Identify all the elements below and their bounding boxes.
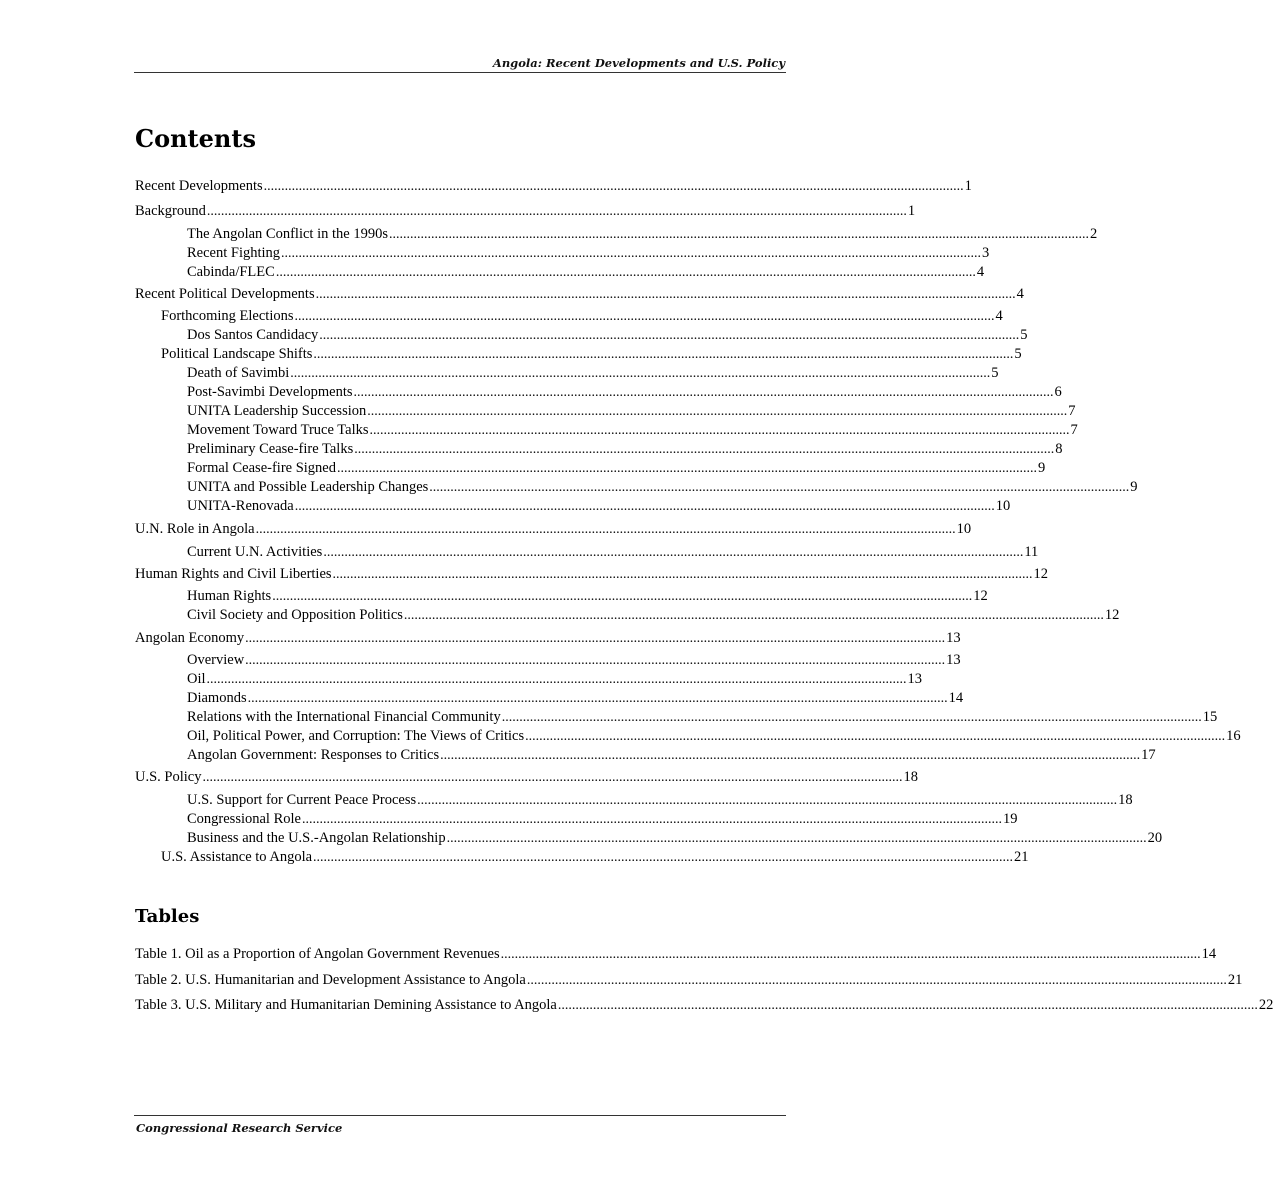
toc-entry-label: Preliminary Cease-fire Talks xyxy=(187,441,354,457)
toc-entry[interactable] xyxy=(161,307,1003,325)
toc-entry-label: UNITA Leadership Succession xyxy=(187,403,367,419)
toc-entry-label: Formal Cease-fire Signed xyxy=(187,460,336,476)
toc-entry-label: Recent Fighting xyxy=(187,245,281,261)
toc-entry[interactable] xyxy=(135,768,918,786)
toc-entry[interactable] xyxy=(187,478,1138,496)
toc-entry[interactable] xyxy=(187,459,1046,477)
toc-entry-page: 10 xyxy=(956,521,972,537)
toc-entry-page: 16 xyxy=(1226,728,1241,744)
toc-entry-page: 13 xyxy=(946,630,961,646)
toc-entry-label: Human Rights and Civil Liberties xyxy=(135,566,332,582)
toc-entry[interactable] xyxy=(187,708,1218,726)
toc-entry-page: 10 xyxy=(995,498,1011,514)
toc-entry-label: Recent Political Developments xyxy=(135,286,315,302)
toc-entry[interactable] xyxy=(187,727,1241,745)
toc-entry-page: 8 xyxy=(1055,441,1063,457)
toc-entry[interactable] xyxy=(187,440,1063,458)
toc-entry-page: 5 xyxy=(1020,327,1028,343)
toc-entry[interactable] xyxy=(187,810,1018,828)
toc-entry-page: 19 xyxy=(1002,811,1018,827)
footer-rule xyxy=(134,1115,786,1116)
toc-entry-page: 1 xyxy=(907,203,916,219)
tables-heading: Tables xyxy=(135,906,200,927)
toc-entry-label: Movement Toward Truce Talks xyxy=(187,422,369,438)
toc-leader-dots: ........................................................................................................................................................................................................ xyxy=(557,998,1258,1013)
toc-leader-dots: ........................................................................................................................................................................................................ xyxy=(417,793,1118,808)
toc-entry-label: Oil, Political Power, and Corruption: The Views of Critics xyxy=(187,728,525,744)
table-entry-page: 14 xyxy=(1201,946,1217,962)
toc-entry[interactable] xyxy=(187,225,1098,243)
toc-leader-dots: ........................................................................................................................................................................................................ xyxy=(500,947,1201,962)
toc-entry-label: Dos Santos Candidacy xyxy=(187,327,319,343)
toc-entry-page: 3 xyxy=(982,245,990,261)
toc-entry-label: Angolan Government: Responses to Critics xyxy=(187,747,440,763)
toc-entry-label: Congressional Role xyxy=(187,811,301,827)
toc-entry[interactable] xyxy=(187,587,988,605)
toc-entry[interactable] xyxy=(187,244,990,262)
toc-leader-dots: ........................................................................................................................................................................................................ xyxy=(294,499,995,514)
toc-entry[interactable] xyxy=(135,177,972,195)
toc-entry-page: 12 xyxy=(1104,607,1120,623)
toc-entry-page: 18 xyxy=(903,769,918,785)
toc-entry-label: Recent Developments xyxy=(135,178,263,194)
toc-leader-dots: ........................................................................................................................................................................................................ xyxy=(313,850,1014,865)
toc-leader-dots: ........................................................................................................................................................................................................ xyxy=(206,672,907,687)
toc-leader-dots: ........................................................................................................................................................................................................ xyxy=(429,480,1130,495)
toc-entry-label: Current U.N. Activities xyxy=(187,544,323,560)
footer-label: Congressional Research Service xyxy=(136,1121,343,1135)
toc-leader-dots: ........................................................................................................................................................................................................ xyxy=(353,385,1054,400)
toc-entry-page: 12 xyxy=(973,588,988,604)
toc-entry[interactable] xyxy=(135,520,972,538)
toc-leader-dots: ........................................................................................................................................................................................................ xyxy=(245,653,946,668)
toc-entry-label: Death of Savimbi xyxy=(187,365,290,381)
toc-leader-dots: ........................................................................................................................................................................................................ xyxy=(332,567,1033,582)
toc-entry-page: 6 xyxy=(1054,384,1062,400)
running-header-title: Angola: Recent Developments and U.S. Policy xyxy=(492,56,785,70)
table-entry-page: 22 xyxy=(1258,997,1273,1013)
toc-leader-dots: ........................................................................................................................................................................................................ xyxy=(315,287,1016,302)
toc-entry-label: UNITA-Renovada xyxy=(187,498,294,514)
toc-entry-label: The Angolan Conflict in the 1990s xyxy=(187,226,388,242)
toc-entry-page: 4 xyxy=(1016,286,1024,302)
toc-entry-page: 9 xyxy=(1130,479,1138,495)
toc-leader-dots: ........................................................................................................................................................................................................ xyxy=(525,729,1226,744)
table-entry[interactable] xyxy=(135,945,1217,963)
toc-entry[interactable] xyxy=(135,565,1049,583)
table-entry-label: Table 1. Oil as a Proportion of Angolan Government Revenues xyxy=(135,946,500,962)
toc-leader-dots: ........................................................................................................................................................................................................ xyxy=(501,710,1202,725)
toc-entry[interactable] xyxy=(187,651,961,669)
toc-leader-dots: ........................................................................................................................................................................................................ xyxy=(323,545,1024,560)
toc-entry-page: 5 xyxy=(991,365,999,381)
toc-entry[interactable] xyxy=(187,421,1078,439)
toc-entry[interactable] xyxy=(187,402,1076,420)
toc-entry-label: U.S. Policy xyxy=(135,769,202,785)
toc-leader-dots: ........................................................................................................................................................................................................ xyxy=(337,461,1037,476)
toc-entry[interactable] xyxy=(187,263,985,281)
toc-entry[interactable] xyxy=(187,497,1011,515)
toc-entry-page: 13 xyxy=(946,652,961,668)
toc-leader-dots: ........................................................................................................................................................................................................ xyxy=(319,328,1020,343)
toc-entry[interactable] xyxy=(135,202,916,220)
toc-entry-label: Post-Savimbi Developments xyxy=(187,384,353,400)
table-entry-page: 21 xyxy=(1227,972,1243,988)
toc-leader-dots: ........................................................................................................................................................................................................ xyxy=(206,204,907,219)
toc-entry[interactable] xyxy=(135,285,1024,303)
toc-entry-page: 7 xyxy=(1070,422,1078,438)
toc-entry[interactable] xyxy=(161,848,1029,866)
toc-leader-dots: ........................................................................................................................................................................................................ xyxy=(275,265,976,280)
toc-entry-label: Oil xyxy=(187,671,206,687)
toc-entry[interactable] xyxy=(187,543,1039,561)
toc-entry-label: U.S. Support for Current Peace Process xyxy=(187,792,417,808)
toc-entry-label: Forthcoming Elections xyxy=(161,308,294,324)
toc-entry-label: Human Rights xyxy=(187,588,272,604)
toc-entry-page: 9 xyxy=(1038,460,1046,476)
header-rule xyxy=(134,72,786,73)
toc-entry-label: Cabinda/FLEC xyxy=(187,264,275,280)
toc-leader-dots: ........................................................................................................................................................................................................ xyxy=(272,589,973,604)
toc-leader-dots: ........................................................................................................................................................................................................ xyxy=(202,770,903,785)
toc-leader-dots: ........................................................................................................................................................................................................ xyxy=(446,831,1147,846)
toc-entry[interactable] xyxy=(135,629,961,647)
toc-entry-label: UNITA and Possible Leadership Changes xyxy=(187,479,429,495)
toc-entry-page: 20 xyxy=(1147,830,1163,846)
toc-entry-page: 1 xyxy=(964,178,972,194)
toc-entry-page: 5 xyxy=(1014,346,1022,362)
toc-leader-dots: ........................................................................................................................................................................................................ xyxy=(263,179,964,194)
toc-entry-page: 7 xyxy=(1068,403,1076,419)
toc-entry[interactable] xyxy=(187,746,1156,764)
contents-heading: Contents xyxy=(135,124,256,153)
toc-entry-label: U.N. Role in Angola xyxy=(135,521,255,537)
toc-leader-dots: ........................................................................................................................................................................................................ xyxy=(301,812,1002,827)
toc-entry-label: U.S. Assistance to Angola xyxy=(161,849,313,865)
toc-entry-page: 13 xyxy=(907,671,923,687)
toc-entry-page: 14 xyxy=(948,690,964,706)
toc-entry[interactable] xyxy=(187,383,1062,401)
toc-entry-page: 11 xyxy=(1024,544,1039,560)
toc-entry-page: 21 xyxy=(1014,849,1029,865)
toc-entry-page: 2 xyxy=(1089,226,1098,242)
toc-entry[interactable] xyxy=(187,326,1028,344)
toc-leader-dots: ........................................................................................................................................................................................................ xyxy=(247,691,948,706)
table-entry[interactable] xyxy=(135,971,1243,989)
toc-leader-dots: ........................................................................................................................................................................................................ xyxy=(255,522,956,537)
toc-leader-dots: ........................................................................................................................................................................................................ xyxy=(403,608,1104,623)
toc-entry-label: Relations with the International Financial Community xyxy=(187,709,501,725)
toc-entry[interactable] xyxy=(187,689,964,707)
toc-leader-dots: ........................................................................................................................................................................................................ xyxy=(388,227,1089,242)
toc-entry-label: Business and the U.S.-Angolan Relationship xyxy=(187,830,446,846)
toc-entry-label: Overview xyxy=(187,652,245,668)
toc-leader-dots: ........................................................................................................................................................................................................ xyxy=(294,309,995,324)
toc-entry-page: 4 xyxy=(995,308,1003,324)
toc-entry-page: 17 xyxy=(1141,747,1156,763)
toc-entry[interactable] xyxy=(187,670,923,688)
toc-entry-label: Civil Society and Opposition Politics xyxy=(187,607,403,623)
toc-entry-label: Background xyxy=(135,203,206,219)
table-entry-label: Table 2. U.S. Humanitarian and Development Assistance to Angola xyxy=(135,972,526,988)
toc-leader-dots: ........................................................................................................................................................................................................ xyxy=(526,973,1227,988)
table-entry-label: Table 3. U.S. Military and Humanitarian Demining Assistance to Angola xyxy=(135,997,557,1013)
toc-entry-page: 12 xyxy=(1033,566,1049,582)
toc-leader-dots: ........................................................................................................................................................................................................ xyxy=(354,442,1055,457)
toc-leader-dots: ........................................................................................................................................................................................................ xyxy=(290,366,991,381)
toc-leader-dots: ........................................................................................................................................................................................................ xyxy=(313,347,1014,362)
toc-entry-label: Diamonds xyxy=(187,690,247,706)
toc-entry[interactable] xyxy=(187,829,1163,847)
toc-entry-label: Angolan Economy xyxy=(135,630,245,646)
toc-leader-dots: ........................................................................................................................................................................................................ xyxy=(367,404,1068,419)
toc-leader-dots: ........................................................................................................................................................................................................ xyxy=(440,748,1141,763)
toc-entry[interactable] xyxy=(187,791,1133,809)
toc-entry[interactable] xyxy=(187,364,999,382)
toc-entry-page: 4 xyxy=(976,264,985,280)
table-entry[interactable] xyxy=(135,996,1273,1014)
toc-entry-page: 18 xyxy=(1118,792,1133,808)
toc-leader-dots: ........................................................................................................................................................................................................ xyxy=(369,423,1070,438)
toc-entry[interactable] xyxy=(161,345,1022,363)
toc-entry-page: 15 xyxy=(1202,709,1218,725)
toc-entry[interactable] xyxy=(187,606,1120,624)
toc-leader-dots: ........................................................................................................................................................................................................ xyxy=(245,631,946,646)
toc-entry-label: Political Landscape Shifts xyxy=(161,346,313,362)
toc-leader-dots: ........................................................................................................................................................................................................ xyxy=(281,246,982,261)
